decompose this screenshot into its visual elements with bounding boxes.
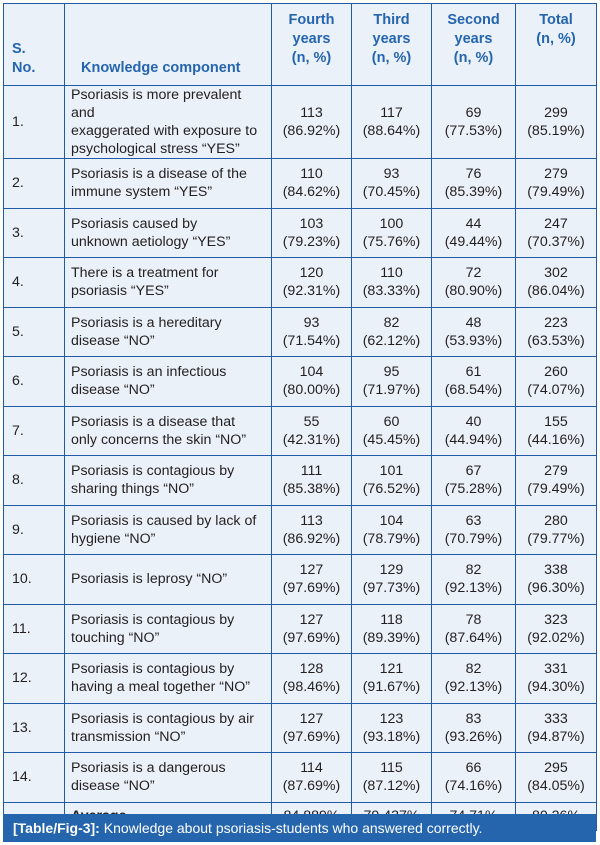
- count: 61: [465, 364, 482, 381]
- table-row: [4, 307, 597, 357]
- count: 93: [303, 314, 320, 331]
- percent: (97.69%): [282, 728, 341, 745]
- count: 323: [544, 611, 568, 628]
- count: 110: [300, 166, 323, 183]
- row-knowledge-component: [65, 357, 272, 407]
- percent: (91.67%): [362, 679, 421, 696]
- percent: (75.28%): [444, 481, 503, 498]
- component-text-line: psychological stress “YES”: [71, 141, 240, 157]
- count: 113: [300, 512, 323, 529]
- percent: (89.39%): [362, 629, 421, 646]
- row-third-value: [352, 753, 432, 803]
- component-text-line: Psoriasis is caused by lack of: [71, 512, 257, 529]
- caption-text: Knowledge about psoriasis-students who answered correctly.: [99, 820, 483, 836]
- component-text-line: Psoriasis is contagious by air: [71, 710, 254, 727]
- row-total-value: [516, 654, 597, 704]
- row-third-value: [352, 654, 432, 704]
- row-sno: 3.: [4, 208, 65, 258]
- count: 120: [299, 265, 324, 282]
- count: 101: [379, 463, 404, 480]
- row-sno: 6.: [4, 357, 65, 407]
- percent: (76.52%): [362, 481, 421, 498]
- count: 260: [544, 364, 568, 381]
- count: 103: [299, 215, 324, 232]
- caption-tag: [Table/Fig-3]:: [13, 820, 100, 836]
- component-text-line: Psoriasis is a hereditary: [71, 314, 222, 331]
- count: 113: [300, 105, 323, 121]
- row-knowledge-component: [65, 258, 272, 308]
- row-fourth-value: [272, 555, 352, 605]
- table-row: [4, 456, 597, 506]
- count: 129: [379, 562, 404, 579]
- table-row: [4, 753, 597, 803]
- percent: (62.12%): [362, 332, 421, 349]
- row-sno: 8.: [4, 456, 65, 506]
- count: 93: [383, 166, 400, 183]
- component-text-line: Psoriasis is leprosy “NO”: [71, 571, 228, 588]
- row-total-value: [516, 703, 597, 753]
- count: 104: [299, 364, 324, 381]
- table-row: [4, 159, 597, 209]
- row-sno: 11.: [4, 604, 65, 654]
- component-text-line: Psoriasis caused by: [71, 215, 198, 232]
- row-third-value: [352, 456, 432, 506]
- percent: (70.79%): [444, 530, 503, 547]
- row-knowledge-component: [65, 208, 272, 258]
- count: 338: [544, 562, 568, 579]
- row-third-value: [352, 604, 432, 654]
- percent: (71.97%): [362, 382, 421, 399]
- percent: (70.37%): [527, 233, 585, 250]
- row-third-value: [352, 406, 432, 456]
- percent: (53.93%): [444, 332, 503, 349]
- row-fourth-value: [272, 406, 352, 456]
- percent: (86.04%): [527, 283, 585, 300]
- count: 123: [379, 710, 404, 727]
- row-fourth-value: [272, 159, 352, 209]
- component-text-line: disease “NO”: [71, 382, 155, 399]
- table-caption: [3, 814, 596, 842]
- component-text-line: Psoriasis is more prevalent and: [71, 87, 242, 121]
- row-fourth-value: [272, 357, 352, 407]
- count: 280: [544, 512, 568, 529]
- row-third-value: [352, 258, 432, 308]
- row-second-value: [432, 604, 516, 654]
- component-text-line: immune system “YES”: [71, 184, 213, 201]
- row-second-value: [432, 505, 516, 555]
- percent: (42.31%): [282, 431, 341, 448]
- row-total-value: [516, 406, 597, 456]
- percent: (79.23%): [282, 233, 341, 250]
- row-total-value: [516, 456, 597, 506]
- table-body: [4, 86, 597, 831]
- count: 128: [299, 661, 324, 678]
- row-third-value: [352, 703, 432, 753]
- percent: (80.00%): [282, 382, 341, 399]
- percent: (63.53%): [527, 332, 585, 349]
- count: 331: [544, 661, 568, 678]
- table-row: [4, 654, 597, 704]
- percent: (92.13%): [444, 580, 503, 597]
- count: 104: [379, 512, 404, 529]
- row-sno: 4.: [4, 258, 65, 308]
- row-fourth-value: [272, 86, 352, 159]
- percent: (92.13%): [444, 679, 503, 696]
- component-text-line: touching “NO”: [71, 629, 160, 646]
- percent: (97.69%): [282, 629, 341, 646]
- percent: (86.92%): [282, 123, 341, 139]
- count: 44: [465, 215, 482, 232]
- row-second-value: [432, 753, 516, 803]
- percent: (86.92%): [282, 530, 341, 547]
- percent: (88.64%): [362, 123, 421, 139]
- percent: (87.69%): [282, 778, 341, 795]
- count: 114: [300, 760, 323, 777]
- percent: (97.69%): [282, 580, 341, 597]
- count: 127: [299, 611, 324, 628]
- count: 76: [465, 166, 482, 183]
- row-knowledge-component: [65, 505, 272, 555]
- count: 155: [544, 413, 568, 430]
- count: 127: [299, 710, 324, 727]
- row-fourth-value: [272, 208, 352, 258]
- row-sno: 14.: [4, 753, 65, 803]
- row-knowledge-component: [65, 307, 272, 357]
- row-third-value: [352, 159, 432, 209]
- percent: (79.77%): [527, 530, 585, 547]
- percent: (77.53%): [444, 123, 503, 139]
- percent: (93.26%): [444, 728, 503, 745]
- component-text-line: Psoriasis is contagious by: [71, 611, 235, 628]
- table-row: [4, 406, 597, 456]
- row-fourth-value: [272, 753, 352, 803]
- header-knowledge-component: Knowledge component: [65, 4, 272, 86]
- component-text-line: hygiene “NO”: [71, 530, 156, 547]
- table-row: [4, 505, 597, 555]
- component-text-line: There is a treatment for: [71, 265, 219, 282]
- row-second-value: [432, 307, 516, 357]
- header-third-years: Third years (n, %): [352, 4, 432, 86]
- component-text-line: disease “NO”: [71, 778, 155, 795]
- component-text-line: Psoriasis is a disease of the: [71, 166, 247, 183]
- row-third-value: [352, 505, 432, 555]
- percent: (71.54%): [282, 332, 341, 349]
- table-row: [4, 208, 597, 258]
- count: 118: [380, 611, 403, 628]
- table-container: [3, 3, 596, 831]
- row-knowledge-component: [65, 654, 272, 704]
- count: 48: [465, 314, 482, 331]
- percent: (75.76%): [362, 233, 421, 250]
- row-sno: 10.: [4, 555, 65, 605]
- row-second-value: [432, 357, 516, 407]
- row-fourth-value: [272, 654, 352, 704]
- row-fourth-value: [272, 703, 352, 753]
- component-text-line: Psoriasis is a dangerous: [71, 760, 226, 777]
- header-row: [4, 4, 597, 86]
- header-second-years: Second years (n, %): [432, 4, 516, 86]
- knowledge-table: [3, 3, 597, 831]
- percent: (44.94%): [444, 431, 503, 448]
- count: 78: [465, 611, 482, 628]
- percent: (87.12%): [362, 778, 421, 795]
- row-total-value: [516, 307, 597, 357]
- component-text-line: having a meal together “NO”: [71, 679, 251, 696]
- percent: (78.79%): [362, 530, 421, 547]
- row-knowledge-component: [65, 456, 272, 506]
- count: 295: [544, 760, 568, 777]
- count: 82: [465, 661, 482, 678]
- count: 63: [465, 512, 482, 529]
- count: 82: [465, 562, 482, 579]
- component-text-line: exaggerated with exposure to: [71, 123, 258, 139]
- component-text-line: Psoriasis is contagious by: [71, 463, 235, 480]
- table-row: [4, 604, 597, 654]
- percent: (93.18%): [362, 728, 421, 745]
- count: 69: [465, 105, 482, 121]
- count: 299: [544, 105, 568, 121]
- percent: (74.07%): [527, 382, 585, 399]
- percent: (70.45%): [362, 184, 421, 201]
- row-knowledge-component: [65, 86, 272, 159]
- percent: (84.62%): [282, 184, 341, 201]
- row-second-value: [432, 555, 516, 605]
- table-row: [4, 357, 597, 407]
- table-row: [4, 258, 597, 308]
- percent: (83.33%): [362, 283, 421, 300]
- count: 333: [544, 710, 568, 727]
- count: 67: [465, 463, 482, 480]
- row-sno: 2.: [4, 159, 65, 209]
- percent: (97.73%): [362, 580, 421, 597]
- count: 72: [465, 265, 482, 282]
- percent: (85.38%): [282, 481, 341, 498]
- count: 127: [299, 562, 324, 579]
- table-row: [4, 555, 597, 605]
- row-total-value: [516, 753, 597, 803]
- row-second-value: [432, 159, 516, 209]
- row-third-value: [352, 208, 432, 258]
- row-second-value: [432, 456, 516, 506]
- percent: (92.02%): [527, 629, 585, 646]
- percent: (85.19%): [527, 123, 585, 139]
- row-fourth-value: [272, 456, 352, 506]
- component-text-line: disease “NO”: [71, 332, 155, 349]
- row-second-value: [432, 258, 516, 308]
- row-knowledge-component: [65, 753, 272, 803]
- row-second-value: [432, 86, 516, 159]
- count: 279: [544, 166, 568, 183]
- row-fourth-value: [272, 258, 352, 308]
- row-sno: 13.: [4, 703, 65, 753]
- count: 55: [303, 413, 320, 430]
- row-knowledge-component: [65, 406, 272, 456]
- percent: (92.31%): [282, 283, 341, 300]
- count: 83: [465, 710, 482, 727]
- row-total-value: [516, 505, 597, 555]
- row-total-value: [516, 258, 597, 308]
- count: 302: [544, 265, 568, 282]
- count: 115: [380, 760, 403, 777]
- count: 117: [380, 105, 403, 121]
- component-text-line: only concerns the skin “NO”: [71, 431, 247, 448]
- percent: (87.64%): [444, 629, 503, 646]
- percent: (49.44%): [444, 233, 503, 250]
- count: 40: [465, 413, 482, 430]
- component-text-line: psoriasis “YES”: [71, 283, 169, 300]
- table-row: [4, 703, 597, 753]
- row-total-value: [516, 208, 597, 258]
- count: 60: [383, 413, 400, 430]
- component-text-line: Psoriasis is an infectious: [71, 364, 227, 381]
- row-second-value: [432, 654, 516, 704]
- count: 247: [544, 215, 568, 232]
- row-sno: 9.: [4, 505, 65, 555]
- row-third-value: [352, 555, 432, 605]
- count: 110: [380, 265, 403, 282]
- row-second-value: [432, 406, 516, 456]
- row-total-value: [516, 159, 597, 209]
- header-sno: S. No.: [4, 4, 65, 86]
- count: 66: [465, 760, 482, 777]
- percent: (84.05%): [527, 778, 585, 795]
- percent: (74.16%): [444, 778, 503, 795]
- row-knowledge-component: [65, 159, 272, 209]
- percent: (94.30%): [527, 679, 585, 696]
- percent: (94.87%): [527, 728, 585, 745]
- row-second-value: [432, 208, 516, 258]
- row-total-value: [516, 555, 597, 605]
- row-knowledge-component: [65, 604, 272, 654]
- percent: (44.16%): [527, 431, 585, 448]
- row-knowledge-component: [65, 555, 272, 605]
- table-row: [4, 86, 597, 159]
- row-second-value: [432, 703, 516, 753]
- row-third-value: [352, 357, 432, 407]
- component-text-line: transmission “NO”: [71, 728, 186, 745]
- row-total-value: [516, 86, 597, 159]
- percent: (68.54%): [444, 382, 503, 399]
- row-sno: 7.: [4, 406, 65, 456]
- row-total-value: [516, 604, 597, 654]
- percent: (45.45%): [362, 431, 421, 448]
- count: 95: [383, 364, 400, 381]
- count: 82: [383, 314, 400, 331]
- row-fourth-value: [272, 505, 352, 555]
- row-fourth-value: [272, 307, 352, 357]
- percent: (98.46%): [282, 679, 341, 696]
- row-fourth-value: [272, 604, 352, 654]
- count: 111: [300, 463, 323, 480]
- percent: (79.49%): [527, 184, 585, 201]
- component-text-line: Psoriasis is contagious by: [71, 661, 235, 678]
- count: 223: [544, 314, 568, 331]
- row-knowledge-component: [65, 703, 272, 753]
- component-text-line: unknown aetiology “YES”: [71, 233, 231, 250]
- row-sno: 5.: [4, 307, 65, 357]
- count: 100: [379, 215, 404, 232]
- component-text-line: Psoriasis is a disease that: [71, 413, 236, 430]
- row-third-value: [352, 307, 432, 357]
- component-text-line: sharing things “NO”: [71, 481, 195, 498]
- row-total-value: [516, 357, 597, 407]
- percent: (80.90%): [444, 283, 503, 300]
- header-fourth-years: Fourth years (n, %): [272, 4, 352, 86]
- percent: (79.49%): [527, 481, 585, 498]
- count: 121: [379, 661, 404, 678]
- row-sno: 12.: [4, 654, 65, 704]
- row-third-value: [352, 86, 432, 159]
- row-sno: 1.: [4, 86, 65, 159]
- header-total: Total (n, %): [516, 4, 597, 86]
- count: 279: [544, 463, 568, 480]
- percent: (96.30%): [527, 580, 585, 597]
- percent: (85.39%): [444, 184, 503, 201]
